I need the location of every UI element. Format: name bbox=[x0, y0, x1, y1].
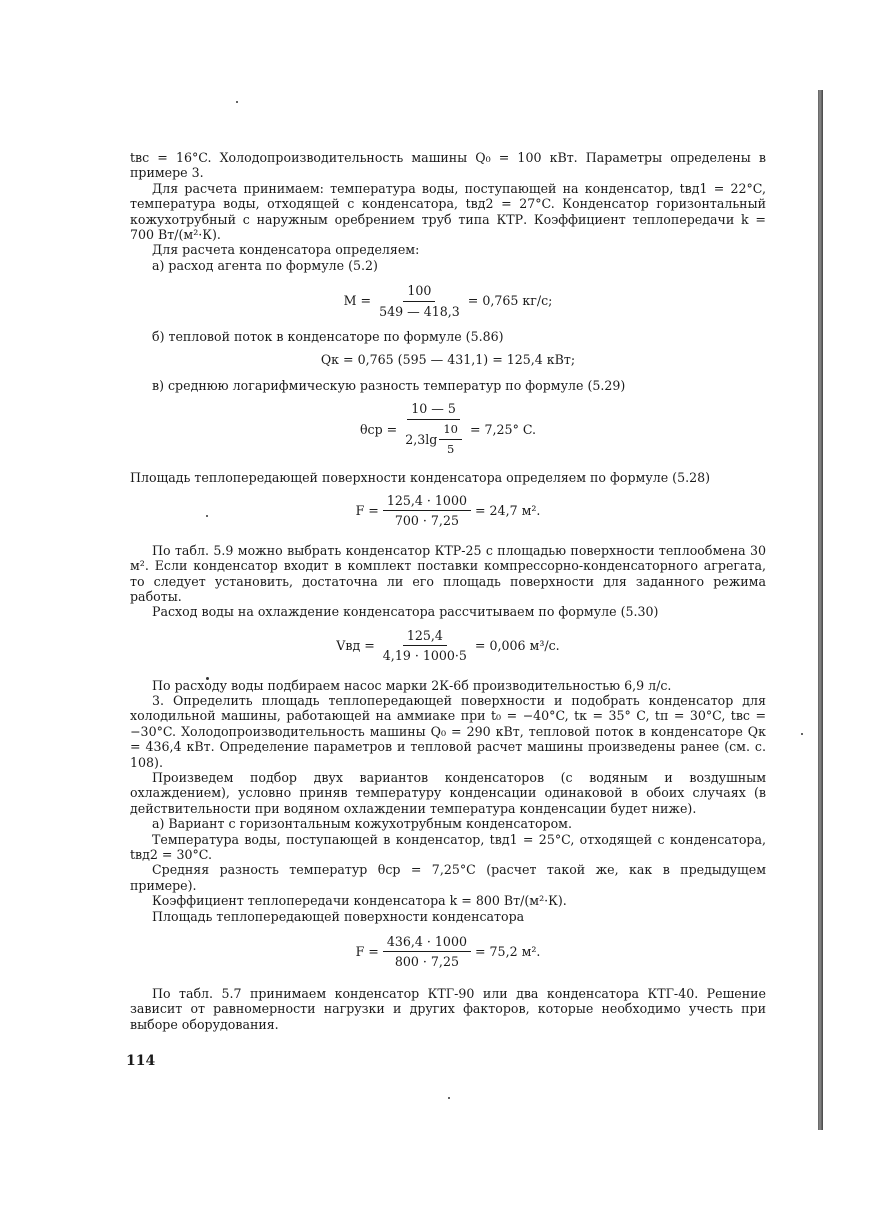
formula-log-mean-temp bbox=[130, 401, 766, 457]
paragraph-3: Для расчета конденсатора определяем: bbox=[152, 242, 420, 258]
log-prefix: 2,3lg bbox=[405, 431, 438, 447]
paragraph-15: Средняя разность температур θср = 7,25°C (расчет такой же, как в предыдущем примере). bbox=[130, 862, 766, 893]
formula-agent-flow bbox=[130, 283, 766, 319]
scan-speck bbox=[448, 1097, 450, 1099]
paragraph-11: 3. Определить площадь теплопередающей поверхности и подобрать конденсатор для холодильной машины, работающей на аммиаке при t₀ = −40°C, tк = 35° C, tп = 30°C, tвс = −30°C. Холодопроизводительность машины Q₀ = 290 кВт, тепловой поток в конденсаторе Qк = 436,4 кВт. Определение параметров и тепловой расчет машины произведены ранее (см. с. 108). bbox=[130, 692, 766, 770]
paragraph-1: tвс = 16°C. Холодопроизводительность машины Q₀ = 100 кВт. Параметры определены в примере 3. bbox=[130, 150, 766, 181]
formula-fraction bbox=[375, 283, 464, 319]
formula-rhs: = 24,7 м². bbox=[474, 503, 541, 519]
formula-lhs: θср = bbox=[359, 421, 398, 437]
formula-lhs: F = bbox=[355, 503, 379, 519]
formula-text: Qк = 0,765 (595 — 431,1) = 125,4 кВт; bbox=[320, 352, 576, 368]
paragraph-12: Произведем подбор двух вариантов конденсаторов (с водяным и воздушным охлаждением), условно приняв температуру конденсации одинаковой в обоих случаях (в действительности при водяном охлаждении температура конденсации будет ниже). bbox=[130, 770, 766, 816]
paragraph-8: По табл. 5.9 можно выбрать конденсатор КТР-25 с площадью поверхности теплообмена 30 м². Если конденсатор входит в комплект поставки компрессорно-конденсаторного агрегата, то следует установить, достаточна ли его площадь поверхности для заданного режима работы. bbox=[130, 542, 766, 604]
formula-fraction bbox=[383, 934, 471, 970]
nested-numerator: 10 bbox=[439, 422, 462, 440]
scan-speck bbox=[236, 101, 238, 103]
scan-speck bbox=[801, 733, 803, 735]
formula-fraction bbox=[379, 628, 471, 664]
formula-area-2 bbox=[130, 934, 766, 970]
nested-fraction bbox=[439, 422, 462, 458]
paragraph-6: в) среднюю логарифмическую разность температур по формуле (5.29) bbox=[152, 377, 626, 393]
page-number: 114 bbox=[126, 1053, 156, 1069]
formula-heat-flow bbox=[130, 352, 766, 367]
formula-rhs: = 7,25° C. bbox=[469, 421, 537, 437]
paragraph-4: а) расход агента по формуле (5.2) bbox=[152, 257, 378, 273]
fraction-denominator bbox=[401, 420, 466, 458]
formula-rhs: = 75,2 м². bbox=[474, 944, 541, 960]
paragraph-16: Коэффициент теплопередачи конденсатора k = 800 Вт/(м²·К). bbox=[152, 893, 567, 909]
formula-lhs: F = bbox=[355, 944, 379, 960]
page-body bbox=[130, 150, 766, 1032]
paragraph-5: б) тепловой поток в конденсаторе по формуле (5.86) bbox=[152, 329, 504, 345]
paragraph-13: а) Вариант с горизонтальным кожухотрубным конденсатором. bbox=[152, 816, 572, 832]
fraction-denominator: 549 — 418,3 bbox=[379, 303, 460, 319]
paragraph-10: По расходу воды подбираем насос марки 2К-6б производительностью 6,9 л/с. bbox=[152, 677, 672, 693]
fraction-numerator: 100 bbox=[403, 283, 435, 301]
formula-rhs: = 0,765 кг/с; bbox=[467, 293, 553, 309]
fraction-numerator: 125,4 · 1000 bbox=[383, 493, 471, 511]
formula-rhs: = 0,006 м³/с. bbox=[474, 637, 560, 653]
paragraph-7: Площадь теплопередающей поверхности конденсатора определяем по формуле (5.28) bbox=[130, 469, 711, 485]
formula-water-flow bbox=[130, 628, 766, 664]
page-binding-edge bbox=[818, 90, 823, 1130]
nested-denominator: 5 bbox=[446, 442, 455, 457]
fraction-denominator: 800 · 7,25 bbox=[394, 954, 459, 970]
formula-lhs: M = bbox=[343, 293, 372, 309]
fraction-denominator: 700 · 7,25 bbox=[394, 513, 459, 529]
paragraph-18: По табл. 5.7 принимаем конденсатор КТГ-90 или два конденсатора КТГ-40. Решение зависит от равномерности нагрузки и других факторов, которые необходимо учесть при выборе оборудования. bbox=[130, 985, 766, 1032]
paragraph-17: Площадь теплопередающей поверхности конденсатора bbox=[152, 908, 525, 924]
paragraph-2: Для расчета принимаем: температура воды, поступающей на конденсатор, tвд1 = 22°C, температура воды, отходящей с конденсатора, tвд2 = 27°C. Конденсатор горизонтальный кожухотрубный с наружным оребрением труб типа КТР. Коэффициент теплопередачи k = 700 Вт/(м²·К). bbox=[130, 180, 766, 243]
fraction-denominator: 4,19 · 1000·5 bbox=[382, 648, 467, 664]
formula-fraction bbox=[401, 401, 466, 457]
fraction-numerator: 436,4 · 1000 bbox=[383, 934, 471, 952]
fraction-numerator: 10 — 5 bbox=[407, 401, 460, 419]
formula-lhs: Vвд = bbox=[336, 637, 375, 653]
fraction-numerator: 125,4 bbox=[403, 628, 447, 646]
formula-area-1 bbox=[130, 493, 766, 529]
formula-fraction bbox=[383, 493, 471, 529]
paragraph-14: Температура воды, поступающей в конденсатор, tвд1 = 25°C, отходящей с конденсатора, tвд2 = 30°C. bbox=[130, 831, 766, 863]
paragraph-9: Расход воды на охлаждение конденсатора рассчитываем по формуле (5.30) bbox=[152, 604, 659, 620]
